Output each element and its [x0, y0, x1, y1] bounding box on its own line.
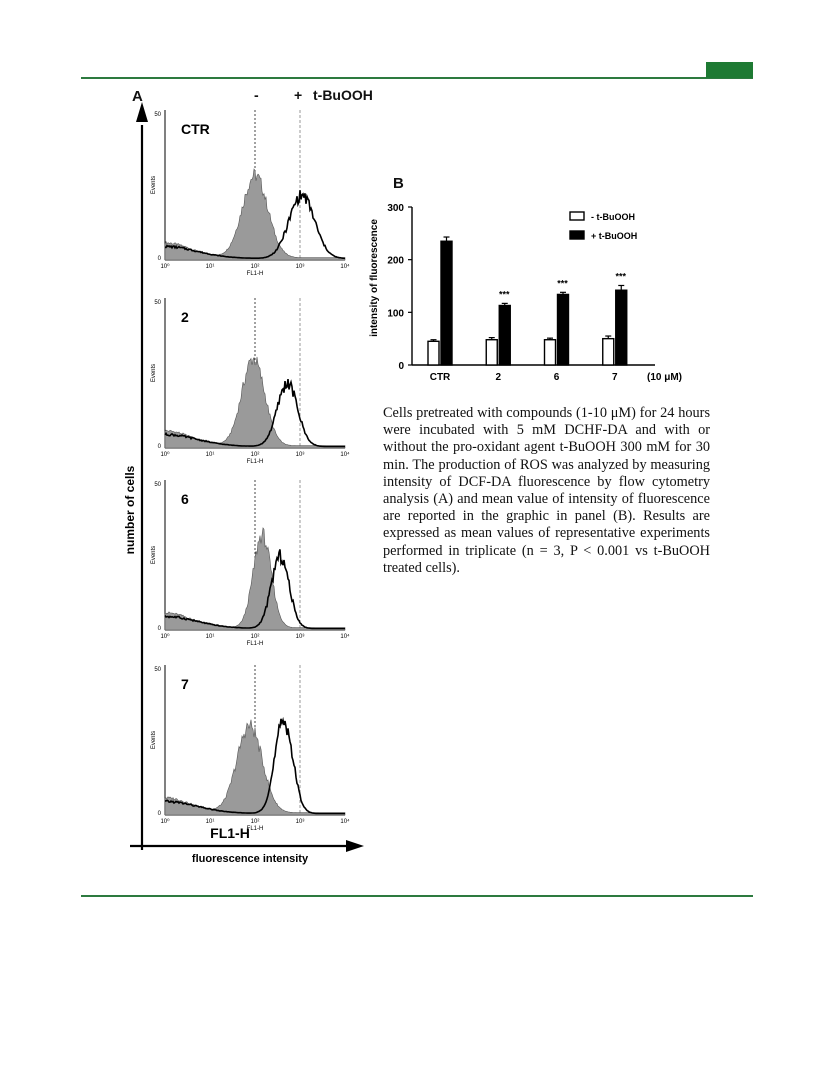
- untreated-histogram: [165, 528, 345, 630]
- unit-label: (10 μM): [647, 372, 683, 383]
- category-label: 2: [495, 372, 502, 383]
- hist-x-tick: 10⁰: [160, 264, 170, 270]
- category-label: 6: [553, 372, 560, 383]
- flow-cytometry-panel: [120, 90, 380, 880]
- hist-y-axis-title: Events: [151, 545, 157, 565]
- legend-swatch: [570, 231, 584, 239]
- hist-x-tick: 10⁰: [160, 452, 170, 458]
- caption-line: expressed as mean values of representative experiments: [383, 525, 710, 542]
- hist-x-tick: 10⁴: [340, 452, 350, 458]
- caption-line: hours were incubated with 5 mM DCHF-DA and with or: [383, 405, 711, 439]
- bar: [428, 341, 439, 365]
- hist-x-tick: 10¹: [205, 264, 215, 270]
- hist-y-max: 50: [154, 482, 161, 488]
- hist-x-tick: 10²: [250, 819, 260, 825]
- category-label: CTR: [429, 372, 451, 383]
- hist-y-min: 0: [157, 626, 161, 632]
- plus-label: +: [294, 87, 303, 103]
- hist-x-tick: 10²: [250, 634, 260, 640]
- legend-label: + t-BuOOH: [591, 231, 638, 241]
- hist-x-tick: 10⁴: [340, 819, 350, 825]
- histogram-layer: [151, 110, 350, 832]
- hist-x-axis-title: FL1-H: [246, 641, 264, 647]
- hist-x-tick: 10³: [295, 634, 305, 640]
- histogram-label: 7: [181, 676, 189, 692]
- bar-chart: [365, 170, 705, 395]
- hist-x-tick: 10²: [250, 452, 260, 458]
- y-tick-label: 300: [387, 203, 404, 214]
- hist-x-tick: 10⁰: [160, 819, 170, 825]
- legend-swatch: [570, 212, 584, 220]
- bar: [558, 294, 569, 365]
- caption-line: without the pro-oxidant agent t-BuOOH 300 mM for 30: [383, 439, 710, 456]
- x-axis-title: fluorescence intensity: [191, 853, 309, 865]
- hist-x-tick: 10¹: [205, 634, 215, 640]
- figure-caption: [383, 405, 710, 577]
- hist-x-axis-title: FL1-H: [246, 459, 264, 465]
- caption-line: Cells pretreated with compounds (1-10 μM) for 24: [383, 405, 675, 421]
- untreated-histogram: [165, 169, 345, 260]
- y-axis-title: number of cells: [123, 465, 137, 555]
- hist-y-max: 50: [154, 112, 161, 118]
- hist-y-min: 0: [157, 444, 161, 450]
- bar: [499, 305, 510, 365]
- hist-x-axis-title: FL1-H: [246, 271, 264, 277]
- bar-layer: [387, 203, 655, 383]
- significance-marker: ***: [615, 271, 627, 282]
- condition-label: t-BuOOH: [313, 87, 373, 103]
- bar: [545, 340, 556, 365]
- hist-y-axis-title: Events: [151, 175, 157, 195]
- footer-rule: [81, 895, 753, 897]
- hist-y-min: 0: [157, 811, 161, 817]
- significance-marker: ***: [557, 278, 568, 289]
- caption-line: analysis (A) and mean value of intensity of fluorescence: [383, 491, 710, 508]
- untreated-histogram: [165, 720, 345, 815]
- hist-x-tick: 10⁴: [340, 264, 350, 270]
- y-tick-label: 100: [387, 308, 404, 320]
- histogram-label: CTR: [181, 121, 210, 137]
- caption-line: are reported in the graphic in panel (B). Results are: [383, 508, 710, 525]
- hist-y-min: 0: [157, 256, 161, 262]
- hist-y-axis-title: Events: [151, 363, 157, 383]
- hist-x-tick: 10³: [295, 819, 305, 825]
- histogram-label: 2: [181, 309, 189, 325]
- bar: [616, 290, 627, 365]
- hist-x-tick: 10¹: [205, 819, 215, 825]
- y-axis-arrowhead: [136, 102, 148, 122]
- caption-line: min. The production of ROS was analyzed by measuring: [383, 456, 710, 473]
- hist-x-tick: 10³: [295, 452, 305, 458]
- header-tab: [706, 62, 753, 78]
- bar: [486, 340, 497, 365]
- y-tick-label: 200: [387, 255, 404, 267]
- panel-b-label: B: [393, 175, 404, 192]
- header-rule: [81, 77, 753, 79]
- bottom-channel-label: FL1-H: [210, 825, 250, 841]
- histogram-label: 6: [181, 491, 189, 507]
- untreated-histogram: [165, 357, 345, 448]
- x-axis-arrowhead: [346, 840, 364, 852]
- bar: [441, 241, 452, 365]
- hist-x-tick: 10⁰: [160, 634, 170, 640]
- hist-x-tick: 10²: [250, 264, 260, 270]
- hist-x-axis-title: FL1-H: [246, 826, 264, 832]
- bar: [603, 339, 614, 365]
- hist-x-tick: 10³: [295, 264, 305, 270]
- caption-line: performed in triplicate (n = 3, P < 0.001 vs t-BuOOH: [383, 542, 710, 559]
- caption-line: intensity of DCF-DA fluorescence by flow cytometry: [383, 473, 710, 490]
- hist-y-max: 50: [154, 300, 161, 306]
- hist-y-axis-title: Events: [151, 730, 157, 750]
- panel-a-label: A: [132, 88, 143, 105]
- significance-marker: ***: [498, 289, 510, 300]
- y-axis-label: intensity of fluorescence: [369, 219, 380, 337]
- hist-y-max: 50: [154, 667, 161, 673]
- hist-x-tick: 10⁴: [340, 634, 350, 640]
- category-label: 7: [611, 372, 618, 383]
- minus-label: -: [254, 87, 259, 103]
- y-tick-label: 0: [398, 361, 404, 372]
- hist-x-tick: 10¹: [205, 452, 215, 458]
- legend-label: - t-BuOOH: [591, 212, 635, 222]
- caption-line: treated cells).: [383, 559, 460, 576]
